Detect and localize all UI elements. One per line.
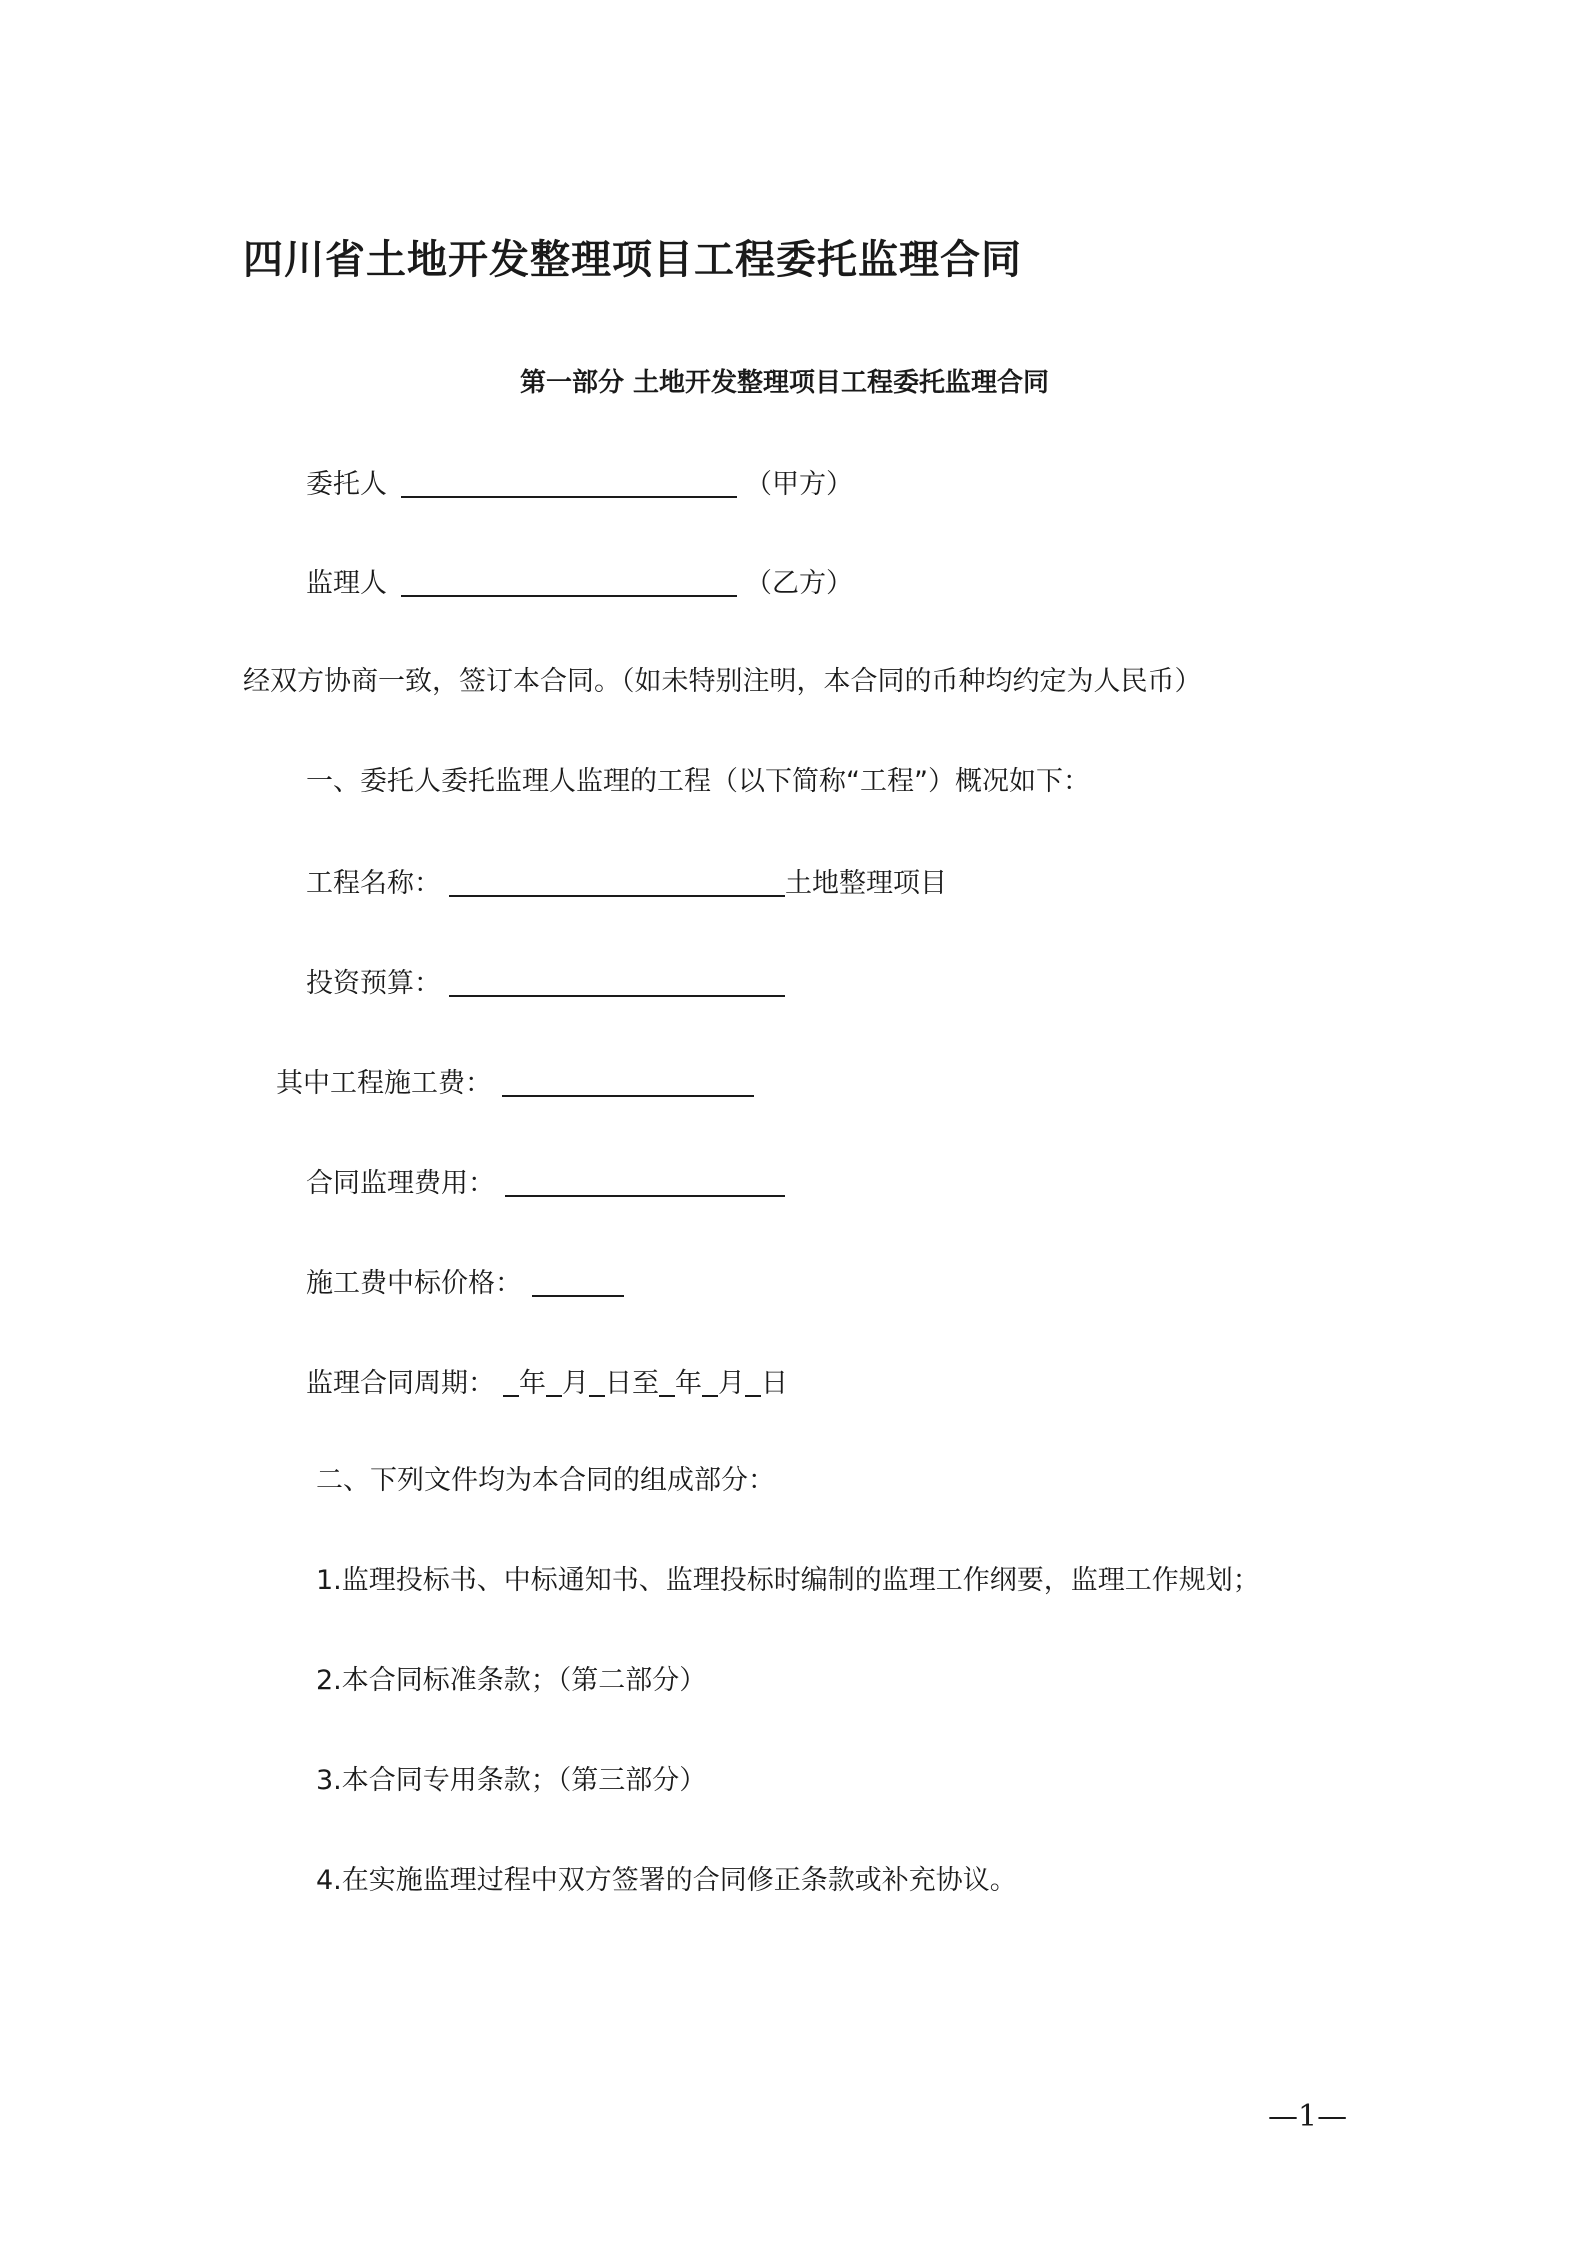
construction-fee-label: 其中工程施工费：: [276, 1068, 492, 1099]
bid-price-line: [306, 1267, 624, 1297]
period-end-month-blank[interactable]: [702, 1367, 718, 1397]
section2-heading: 二、下列文件均为本合同的组成部分：: [316, 1465, 775, 1496]
supervision-fee-label: 合同监理费用：: [306, 1168, 495, 1199]
period-start-day-blank[interactable]: [589, 1367, 605, 1397]
project-name-label: 工程名称：: [306, 868, 441, 899]
supervisor-blank[interactable]: [401, 567, 737, 597]
period-month-2: 月: [718, 1368, 745, 1399]
page-number: —1—: [1268, 2099, 1348, 2134]
budget-label: 投资预算：: [306, 968, 441, 999]
supervision-fee-line: [306, 1167, 785, 1197]
period-label: 监理合同周期：: [306, 1368, 495, 1399]
period-day-end: 日: [761, 1368, 788, 1399]
contract-period-line: [306, 1367, 788, 1397]
document-title: 四川省土地开发整理项目工程委托监理合同: [243, 237, 1022, 283]
part-heading: 第一部分 土地开发整理项目工程委托监理合同: [520, 368, 1050, 398]
period-start-year-blank[interactable]: [503, 1367, 519, 1397]
client-blank[interactable]: [401, 468, 737, 498]
construction-fee-blank[interactable]: [502, 1067, 754, 1097]
construction-fee-line: [276, 1067, 754, 1097]
period-year-2: 年: [675, 1368, 702, 1399]
component-item-3: 3.本合同专用条款；（第三部分）: [316, 1765, 707, 1796]
client-label: 委托人: [306, 469, 387, 500]
project-name-suffix: 土地整理项目: [785, 868, 947, 899]
project-name-blank[interactable]: [449, 867, 785, 897]
period-start-month-blank[interactable]: [546, 1367, 562, 1397]
period-end-year-blank[interactable]: [659, 1367, 675, 1397]
supervisor-label: 监理人: [306, 568, 387, 599]
bid-price-label: 施工费中标价格：: [306, 1268, 522, 1299]
budget-blank[interactable]: [449, 967, 785, 997]
component-item-1: 1.监理投标书、中标通知书、监理投标时编制的监理工作纲要，监理工作规划；: [316, 1565, 1260, 1596]
supervision-fee-blank[interactable]: [505, 1167, 785, 1197]
bid-price-blank[interactable]: [532, 1267, 624, 1297]
section1-heading: 一、委托人委托监理人监理的工程（以下简称“工程”）概况如下：: [306, 766, 1090, 797]
period-end-day-blank[interactable]: [745, 1367, 761, 1397]
component-item-4: 4.在实施监理过程中双方签署的合同修正条款或补充协议。: [316, 1865, 1017, 1896]
period-year-1: 年: [519, 1368, 546, 1399]
component-item-2: 2.本合同标准条款；（第二部分）: [316, 1665, 707, 1696]
budget-line: [306, 967, 785, 997]
project-name-line: [306, 867, 947, 897]
client-line: [306, 468, 853, 498]
period-day-to: 日至: [605, 1368, 659, 1399]
period-month-1: 月: [562, 1368, 589, 1399]
client-suffix: （甲方）: [745, 469, 853, 500]
supervisor-line: [306, 567, 853, 597]
supervisor-suffix: （乙方）: [745, 568, 853, 599]
agreement-statement: 经双方协商一致，签订本合同。（如未特别注明，本合同的币种均约定为人民币）: [243, 666, 1202, 697]
